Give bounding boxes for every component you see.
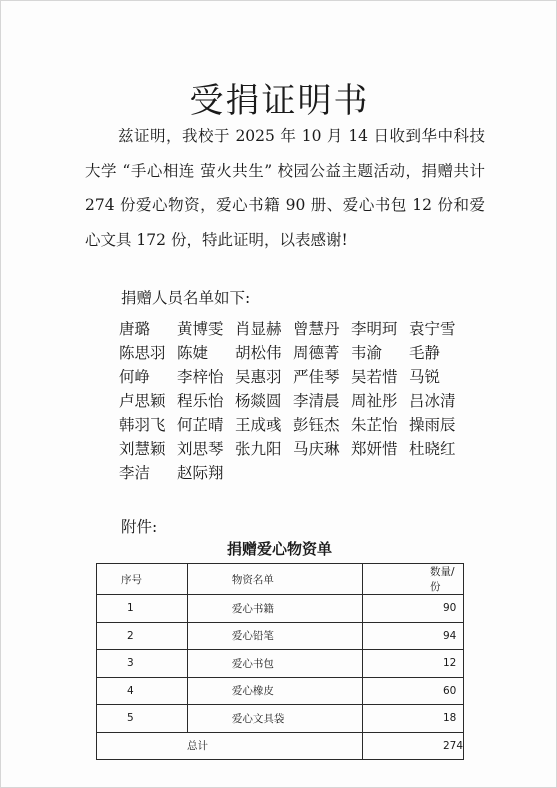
donor-name: 何芷晴 xyxy=(177,416,224,434)
table-header-row xyxy=(97,564,464,595)
donor-name: 严佳琴 xyxy=(293,368,340,386)
donor-name: 周德菁 xyxy=(293,344,340,362)
donor-name: 韩羽飞 xyxy=(119,416,166,434)
donor-row xyxy=(119,388,499,412)
donor-name: 郑妍惜 xyxy=(351,440,398,458)
donor-name: 李明珂 xyxy=(351,320,398,338)
donor-name: 胡松伟 xyxy=(235,344,282,362)
donor-name: 张九阳 xyxy=(235,440,282,458)
table-total-row xyxy=(97,732,464,760)
donor-name: 杨燚圆 xyxy=(235,392,282,410)
donor-name: 杜晓红 xyxy=(409,440,456,458)
donor-name: 刘思琴 xyxy=(177,440,224,458)
table-row xyxy=(97,622,464,650)
table-cell: 4 xyxy=(97,677,188,705)
table-cell: 5 xyxy=(97,705,188,733)
attachment-label: 附件: xyxy=(121,518,158,536)
donor-name: 操雨辰 xyxy=(409,416,456,434)
table-cell: 18 xyxy=(362,705,463,733)
table-cell: 2 xyxy=(97,622,188,650)
table-cell: 爱心文具袋 xyxy=(187,705,362,733)
table-cell: 12 xyxy=(362,650,463,678)
total-label: 总计 xyxy=(97,732,363,760)
table-title: 捐赠爱心物资单 xyxy=(226,540,332,558)
donor-name: 赵际翔 xyxy=(177,464,224,482)
donor-name: 何峥 xyxy=(119,368,151,386)
donor-name: 彭钰杰 xyxy=(293,416,340,434)
column-header: 物资名单 xyxy=(187,564,362,595)
donor-name: 陈婕 xyxy=(177,344,209,362)
donor-row xyxy=(119,436,499,460)
donor-list-heading: 捐赠人员名单如下: xyxy=(121,289,251,307)
column-header: 序号 xyxy=(97,564,188,595)
table-cell: 爱心铅笔 xyxy=(187,622,362,650)
donor-name: 吴若惜 xyxy=(351,368,398,386)
donor-name: 李洁 xyxy=(119,464,151,482)
table-cell: 1 xyxy=(97,595,188,623)
donor-row xyxy=(119,460,499,484)
donor-name: 吕冰清 xyxy=(409,392,456,410)
donor-name: 程乐怡 xyxy=(177,392,224,410)
donor-name: 肖显赫 xyxy=(235,320,282,338)
donor-name: 吴惠羽 xyxy=(235,368,282,386)
table-cell: 爱心书包 xyxy=(187,650,362,678)
donor-name: 周祉彤 xyxy=(351,392,398,410)
donor-name: 毛静 xyxy=(409,344,441,362)
donor-name: 韦渝 xyxy=(351,344,383,362)
donor-row xyxy=(119,364,499,388)
page-title: 受捐证明书 xyxy=(189,81,370,121)
donor-name: 刘慧颖 xyxy=(119,440,166,458)
donor-name: 朱芷怡 xyxy=(351,416,398,434)
donor-name: 王成彧 xyxy=(235,416,282,434)
donor-row xyxy=(119,340,499,364)
total-value: 274 xyxy=(362,732,463,760)
certificate-body: 兹证明，我校于 2025 年 10 月 14 日收到华中科技大学 “手心相连 萤火共生” 校园公益主题活动，捐赠共计 274 份爱心物资，爱心书籍 90 册、爱心书包 12 份和爱心文具 172 份，特此证明，以表感谢! xyxy=(85,127,485,249)
donor-name: 马锐 xyxy=(409,368,441,386)
table-cell: 60 xyxy=(362,677,463,705)
table-row xyxy=(97,705,464,733)
table-row xyxy=(97,650,464,678)
donor-row xyxy=(119,412,499,436)
table-cell: 94 xyxy=(362,622,463,650)
donor-name: 陈思羽 xyxy=(119,344,166,362)
table-cell: 爱心书籍 xyxy=(187,595,362,623)
donor-name: 马庆琳 xyxy=(293,440,340,458)
donor-name: 曾慧丹 xyxy=(293,320,340,338)
donor-name: 袁宁雪 xyxy=(409,320,456,338)
table-cell: 3 xyxy=(97,650,188,678)
table-row xyxy=(97,595,464,623)
table-cell: 90 xyxy=(362,595,463,623)
donor-name: 唐璐 xyxy=(119,320,151,338)
donation-materials-table xyxy=(96,563,464,760)
table-cell: 爱心橡皮 xyxy=(187,677,362,705)
table-row xyxy=(97,677,464,705)
donor-row xyxy=(119,316,499,340)
donor-name: 卢思颖 xyxy=(119,392,166,410)
donor-name: 李梓怡 xyxy=(177,368,224,386)
column-header: 数量/份 xyxy=(362,564,463,595)
donor-name: 黄博雯 xyxy=(177,320,224,338)
donor-list xyxy=(119,316,499,484)
donor-name: 李清晨 xyxy=(293,392,340,410)
